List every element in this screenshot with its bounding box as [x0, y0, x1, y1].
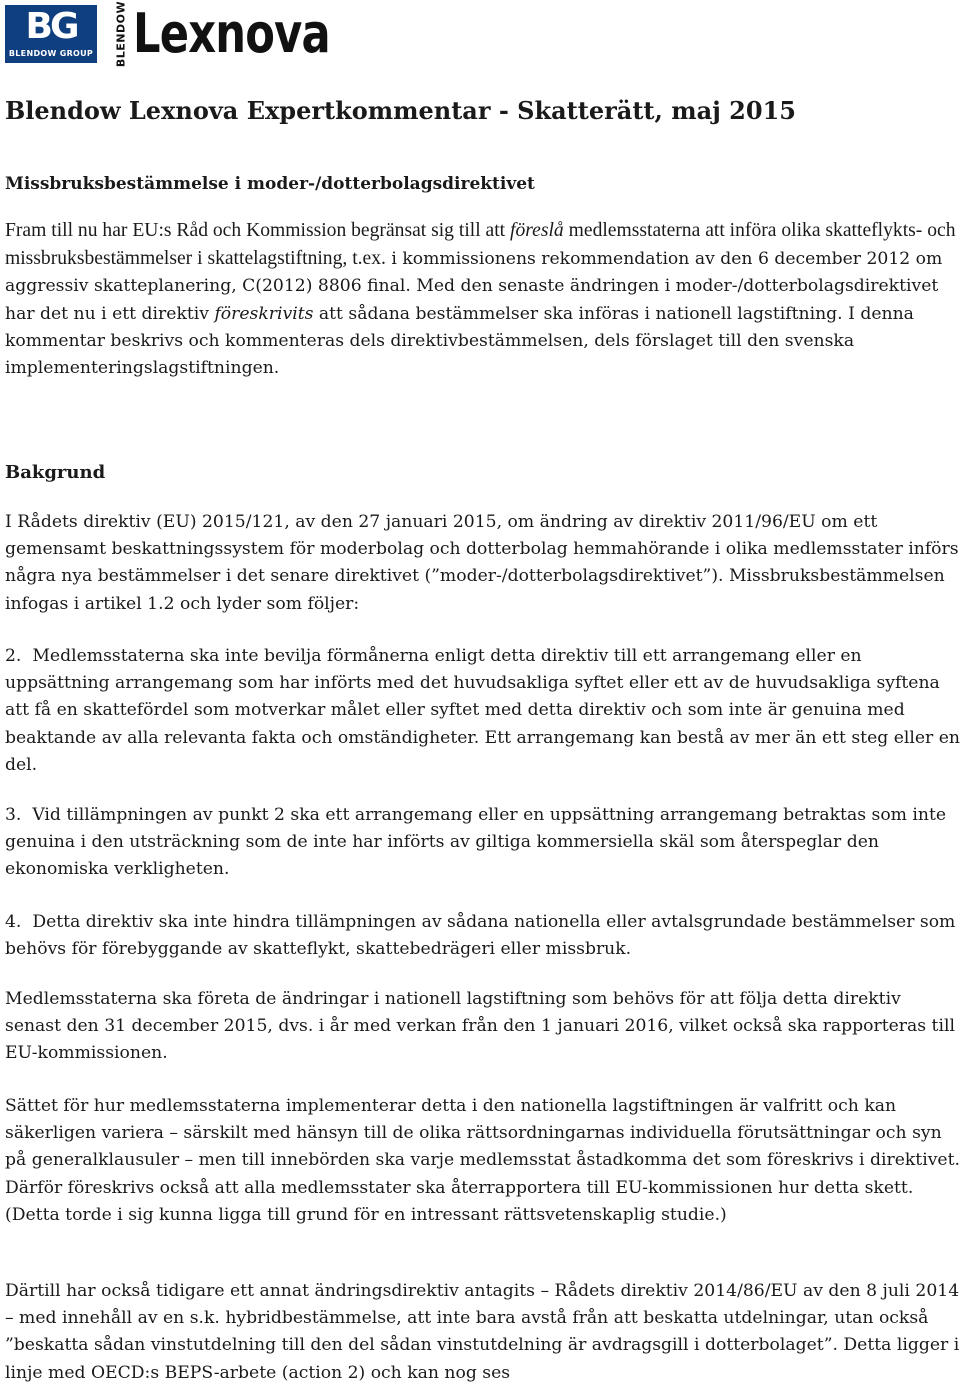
document-title: Blendow Lexnova Expertkommentar - Skatterätt, maj 2015	[5, 96, 796, 125]
body-paragraph: Sättet för hur medlemsstaterna implementerar detta i den nationella lagstiftningen är valfritt och kan säkerligen variera – särskilt med hänsyn till de olika rättsordningarnas individuella förutsättningar och syn på generalklausuler – men till innebörden ska varje medlemsstat åstadkomma det som föreskrivs i direktivet. Därför föreskrivs också att alla medlemsstater ska återrapportera till EU-kommissionen hur detta skett. (Detta torde i sig kunna ligga till grund för en intressant rättsvetenskaplig studie.)	[5, 1096, 960, 1225]
logo-caption: BLENDOW GROUP	[8, 49, 94, 58]
publisher-logo	[5, 0, 379, 68]
logo-letters: BG	[25, 6, 77, 47]
document-subtitle: Missbruksbestämmelse i moder-/dotterbolagsdirektivet	[5, 174, 535, 194]
quoted-article-point-4: 4. Detta direktiv ska inte hindra tillämpningen av sådana nationella eller avtalsgrundade bestämmelser som behövs för förebyggande av skatteflykt, skattebedrägeri eller missbruk.	[5, 912, 956, 960]
lead-text-2: medlemsstaterna att införa olika skatteflykts- och missbruksbestämmelser i skattelagstiftning, t.ex.	[5, 220, 956, 270]
lead-emphasis-2: föreskrivits	[214, 303, 314, 324]
lead-text-4: att sådana bestämmelser ska införas i nationell lagstiftning. I denna kommentar beskrivs och kommenteras dels direktivbestämmelsen, dels förslaget till den svenska implementeringslagstiftningen.	[5, 303, 914, 379]
section-heading: Bakgrund	[5, 462, 106, 483]
vertical-brand-text: BLENDOW	[114, 0, 128, 68]
lead-text-1: Fram till nu har EU:s Råd och Kommission begränsat sig till att	[5, 220, 511, 241]
body-paragraph: I Rådets direktiv (EU) 2015/121, av den 27 januari 2015, om ändring av direktiv 2011/96/EU om ett gemensamt beskattningssystem för moderbolag och dotterbolag hemmahörande i olika medlemsstater införs några nya bestämmelser i det senare direktivet (”moder-/dotterbolagsdirektivet”). Missbruksbestämmelsen infogas i artikel 1.2 och lyder som följer:	[5, 512, 959, 614]
blendow-group-logo	[5, 5, 97, 63]
quoted-article-point-2: 2. Medlemsstaterna ska inte bevilja förmånerna enligt detta direktiv till ett arrangemang eller en uppsättning arrangemang som har införts med det huvudsakliga syftet eller ett av de huvudsakliga syftena att få en skattefördel som motverkar målet eller syftet med detta direktiv och som inte är genuina med beaktande av alla relevanta fakta och omständigheter. Ett arrangemang kan bestå av mer än ett steg eller en del.	[5, 646, 960, 775]
lexnova-wordmark: Lexnova	[133, 2, 330, 65]
body-paragraph: Därtill har också tidigare ett annat ändringsdirektiv antagits – Rådets direktiv 2014/86/EU av den 8 juli 2014 – med innehåll av en s.k. hybridbestämmelse, att inte bara avstå från att beskatta utdelningar, utan också ”beskatta sådan vinstutdelning till den del sådan vinstutdelning är avdragsgill i dotterbolaget”. Detta ligger i linje med OECD:s BEPS-arbete (action 2) och kan nog ses	[5, 1281, 960, 1383]
lead-text-3: i kommissionens rekommendation av den 6 december 2012 om aggressiv skatteplanering, C(2012) 8806 final. Med den senaste ändringen i moder-/dotterbolagsdirektivet har det nu i ett direktiv	[5, 249, 943, 324]
lead-paragraph	[5, 217, 960, 382]
body-paragraph: Medlemsstaterna ska företa de ändringar i nationell lagstiftning som behövs för att följa detta direktiv senast den 31 december 2015, dvs. i år med verkan från den 1 januari 2016, vilket också ska rapporteras till EU-kommissionen.	[5, 989, 955, 1064]
lead-emphasis-1: föreslå	[510, 220, 564, 241]
vertical-brand-wrap	[111, 0, 131, 68]
quoted-article-point-3: 3. Vid tillämpningen av punkt 2 ska ett arrangemang eller en uppsättning arrangemang betraktas som inte genuina i den utsträckning som de inte har införts av giltiga kommersiella skäl som återspeglar den ekonomiska verkligheten.	[5, 805, 947, 880]
